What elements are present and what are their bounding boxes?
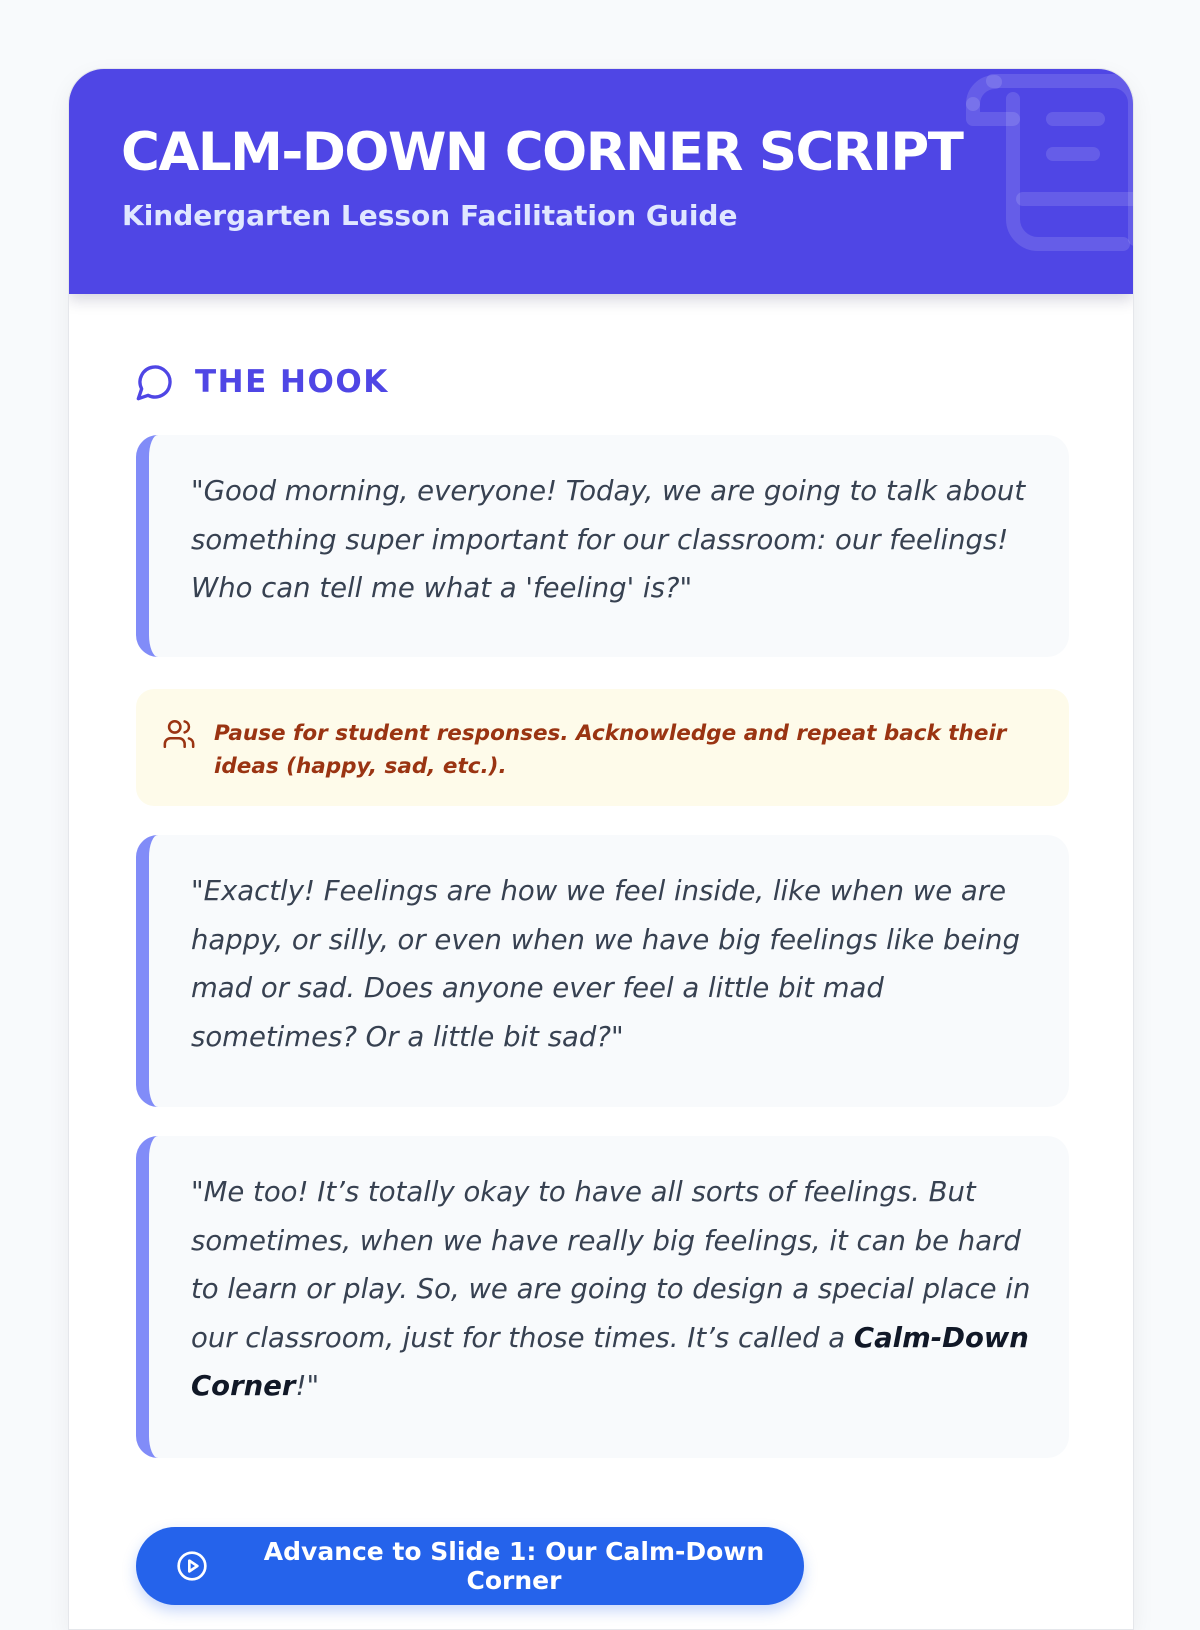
page-subtitle: Kindergarten Lesson Facilitation Guide — [122, 199, 738, 232]
speech-bubble-icon — [135, 362, 175, 402]
script-quote-3-text: "Me too! It’s totally okay to have all sorts of feelings. But sometimes, when we have really big feelings, it can be hard to learn or play. So, we are going to design a special place in our classroom, just for those times. It’s called a — [191, 1176, 1031, 1354]
header-banner — [69, 69, 1133, 294]
script-quote-3-ending: !" — [295, 1370, 320, 1402]
script-quote-3 — [136, 1136, 1069, 1458]
teacher-note — [136, 689, 1069, 806]
advance-slide-label: Advance to Slide 1: Our Calm-Down Corner — [263, 1537, 765, 1595]
users-icon — [162, 717, 196, 751]
section-title: THE HOOK — [195, 364, 389, 400]
advance-slide-button[interactable] — [136, 1527, 804, 1605]
calm-down-corner-emphasis: Calm-Down Corner — [191, 1321, 1029, 1402]
script-card — [68, 68, 1134, 1630]
script-quote-1: "Good morning, everyone! Today, we are going to talk about something super important for our classroom: our feelings! Who can tell me what a 'feeling' is?" — [136, 435, 1069, 657]
section-heading — [135, 362, 389, 402]
page-title: CALM-DOWN CORNER SCRIPT — [121, 122, 963, 183]
teacher-note-text: Pause for student responses. Acknowledge and repeat back their ideas (happy, sad, etc.). — [214, 721, 1007, 779]
script-quote-2: "Exactly! Feelings are how we feel inside, like when we are happy, or silly, or even when we have big feelings like being mad or sad. Does anyone ever feel a little bit mad sometimes? Or a little bit sad?" — [136, 835, 1069, 1107]
play-circle-icon — [176, 1550, 208, 1582]
script-scroll-icon — [963, 69, 1133, 263]
